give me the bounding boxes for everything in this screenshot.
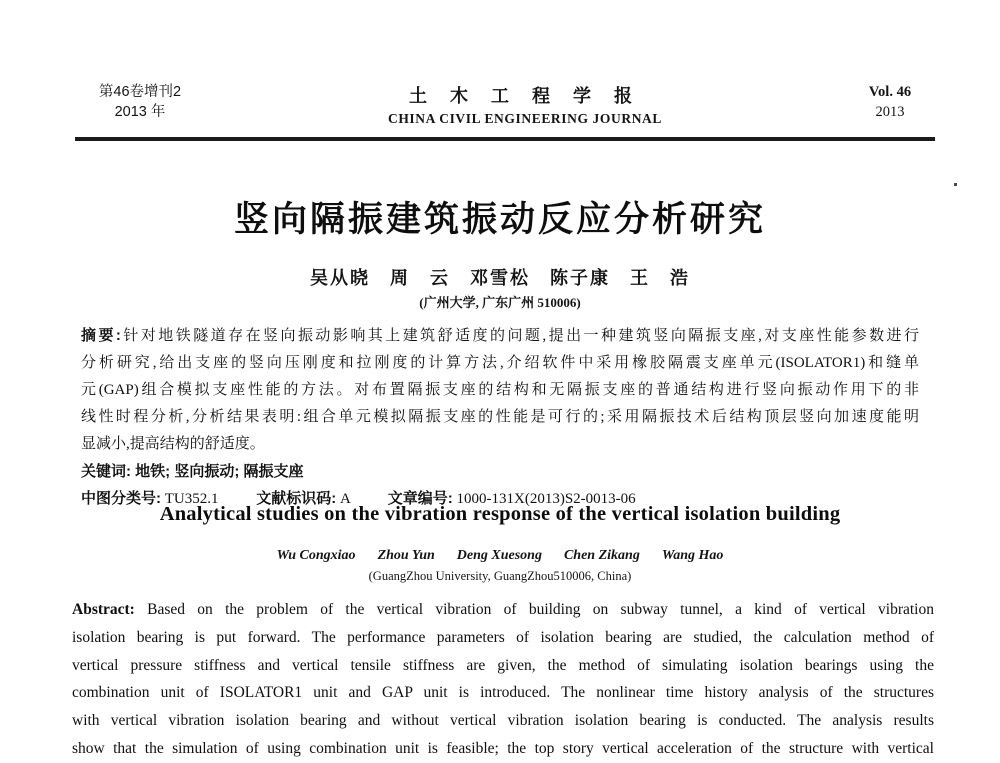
english-abstract — [72, 596, 934, 763]
affiliation-english: (GuangZhou University, GuangZhou510006, China) — [368, 569, 632, 583]
article-id-label: 文章编号: — [387, 490, 453, 507]
author-name: Zhou Yun — [377, 548, 435, 563]
abstract-text: Based on the problem of the vertical vibration of building on subway tunnel, a kind of vertical vibration — [134, 601, 934, 618]
authors-chinese: 吴从晓 周 云 邓雪松 陈子康 王 浩 — [310, 268, 690, 288]
header-volume-block — [845, 82, 935, 122]
abstract-line: 元(GAP)组合模拟支座性能的方法。对布置隔振支座的结构和无隔振支座的普通结构进行竖向振动作用下的非 — [81, 382, 919, 398]
affiliation-chinese: (广州大学, 广东广州 510006) — [419, 295, 581, 310]
issue-number: 第46卷增刊2 — [98, 84, 182, 100]
scan-speck — [954, 183, 957, 186]
paper-title-english: Analytical studies on the vibration response of the vertical isolation building — [159, 503, 841, 525]
abstract-label: 摘要: — [81, 327, 121, 344]
article-id-value: 1000-131X(2013)S2-0013-06 — [452, 491, 636, 507]
keywords-label: 关键词: — [81, 463, 131, 480]
volume-year: 2013 — [875, 104, 905, 120]
abstract-line: with vertical vibration isolation bearing and without vertical vibration isolation bearing is conducted. The analysis results — [72, 712, 934, 730]
journal-name-block — [205, 82, 845, 127]
clc-value: TU352.1 — [161, 491, 219, 507]
journal-name-chinese: 土 木 工 程 学 报 — [408, 86, 641, 106]
abstract-line: 显减小,提高结构的舒适度。 — [81, 436, 265, 452]
abstract-en-label: Abstract: — [72, 601, 135, 618]
author-name: Chen Zikang — [563, 548, 640, 563]
abstract-text: 针对地铁隧道存在竖向振动影响其上建筑舒适度的问题,提出一种建筑竖向隔振支座,对支座性能参数进行 — [120, 328, 919, 344]
authors-english — [0, 548, 1000, 564]
abstract-line: isolation bearing is put forward. The performance parameters of isolation bearing are studied, the calculation method of — [72, 628, 934, 646]
clc-label: 中图分类号: — [81, 490, 161, 507]
paper-title-chinese: 竖向隔振建筑振动反应分析研究 — [233, 200, 766, 239]
abstract-line: vertical pressure stiffness and vertical tensile stiffness are given, the method of simulating isolation bearings using the — [72, 656, 934, 674]
abstract-line: 分析研究,给出支座的竖向压刚度和拉刚度的计算方法,介绍软件中采用橡胶隔震支座单元(ISOLATOR1)和缝单 — [81, 355, 919, 371]
author-name: Wang Hao — [661, 548, 724, 563]
doc-code-value: A — [336, 491, 351, 507]
author-name: Wu Congxiao — [276, 548, 356, 563]
keywords-line — [81, 458, 919, 485]
journal-header — [75, 82, 935, 127]
issue-year-cn: 2013 年 — [114, 104, 166, 120]
header-issue-block — [75, 82, 205, 122]
chinese-abstract — [81, 322, 919, 513]
author-name: Deng Xuesong — [456, 548, 542, 563]
abstract-line: 线性时程分析,分析结果表明:组合单元模拟隔振支座的性能是可行的;采用隔振技术后结构顶层竖向加速度能明 — [81, 409, 919, 425]
volume-number: Vol. 46 — [868, 84, 912, 100]
keywords-text: 地铁; 竖向振动; 隔振支座 — [131, 463, 304, 480]
abstract-line — [72, 596, 934, 624]
abstract-line — [81, 322, 919, 350]
abstract-line-clipped: show that the simulation of using combination unit is feasible; the top story vertical acceleration of the structure with vertical — [72, 739, 934, 757]
journal-name-english: CHINA CIVIL ENGINEERING JOURNAL — [387, 111, 663, 126]
abstract-line: combination unit of ISOLATOR1 unit and GAP unit is introduced. The nonlinear time history analysis of the structures — [72, 684, 934, 702]
doc-code-label: 文献标识码: — [256, 490, 337, 507]
header-rule — [75, 137, 935, 141]
